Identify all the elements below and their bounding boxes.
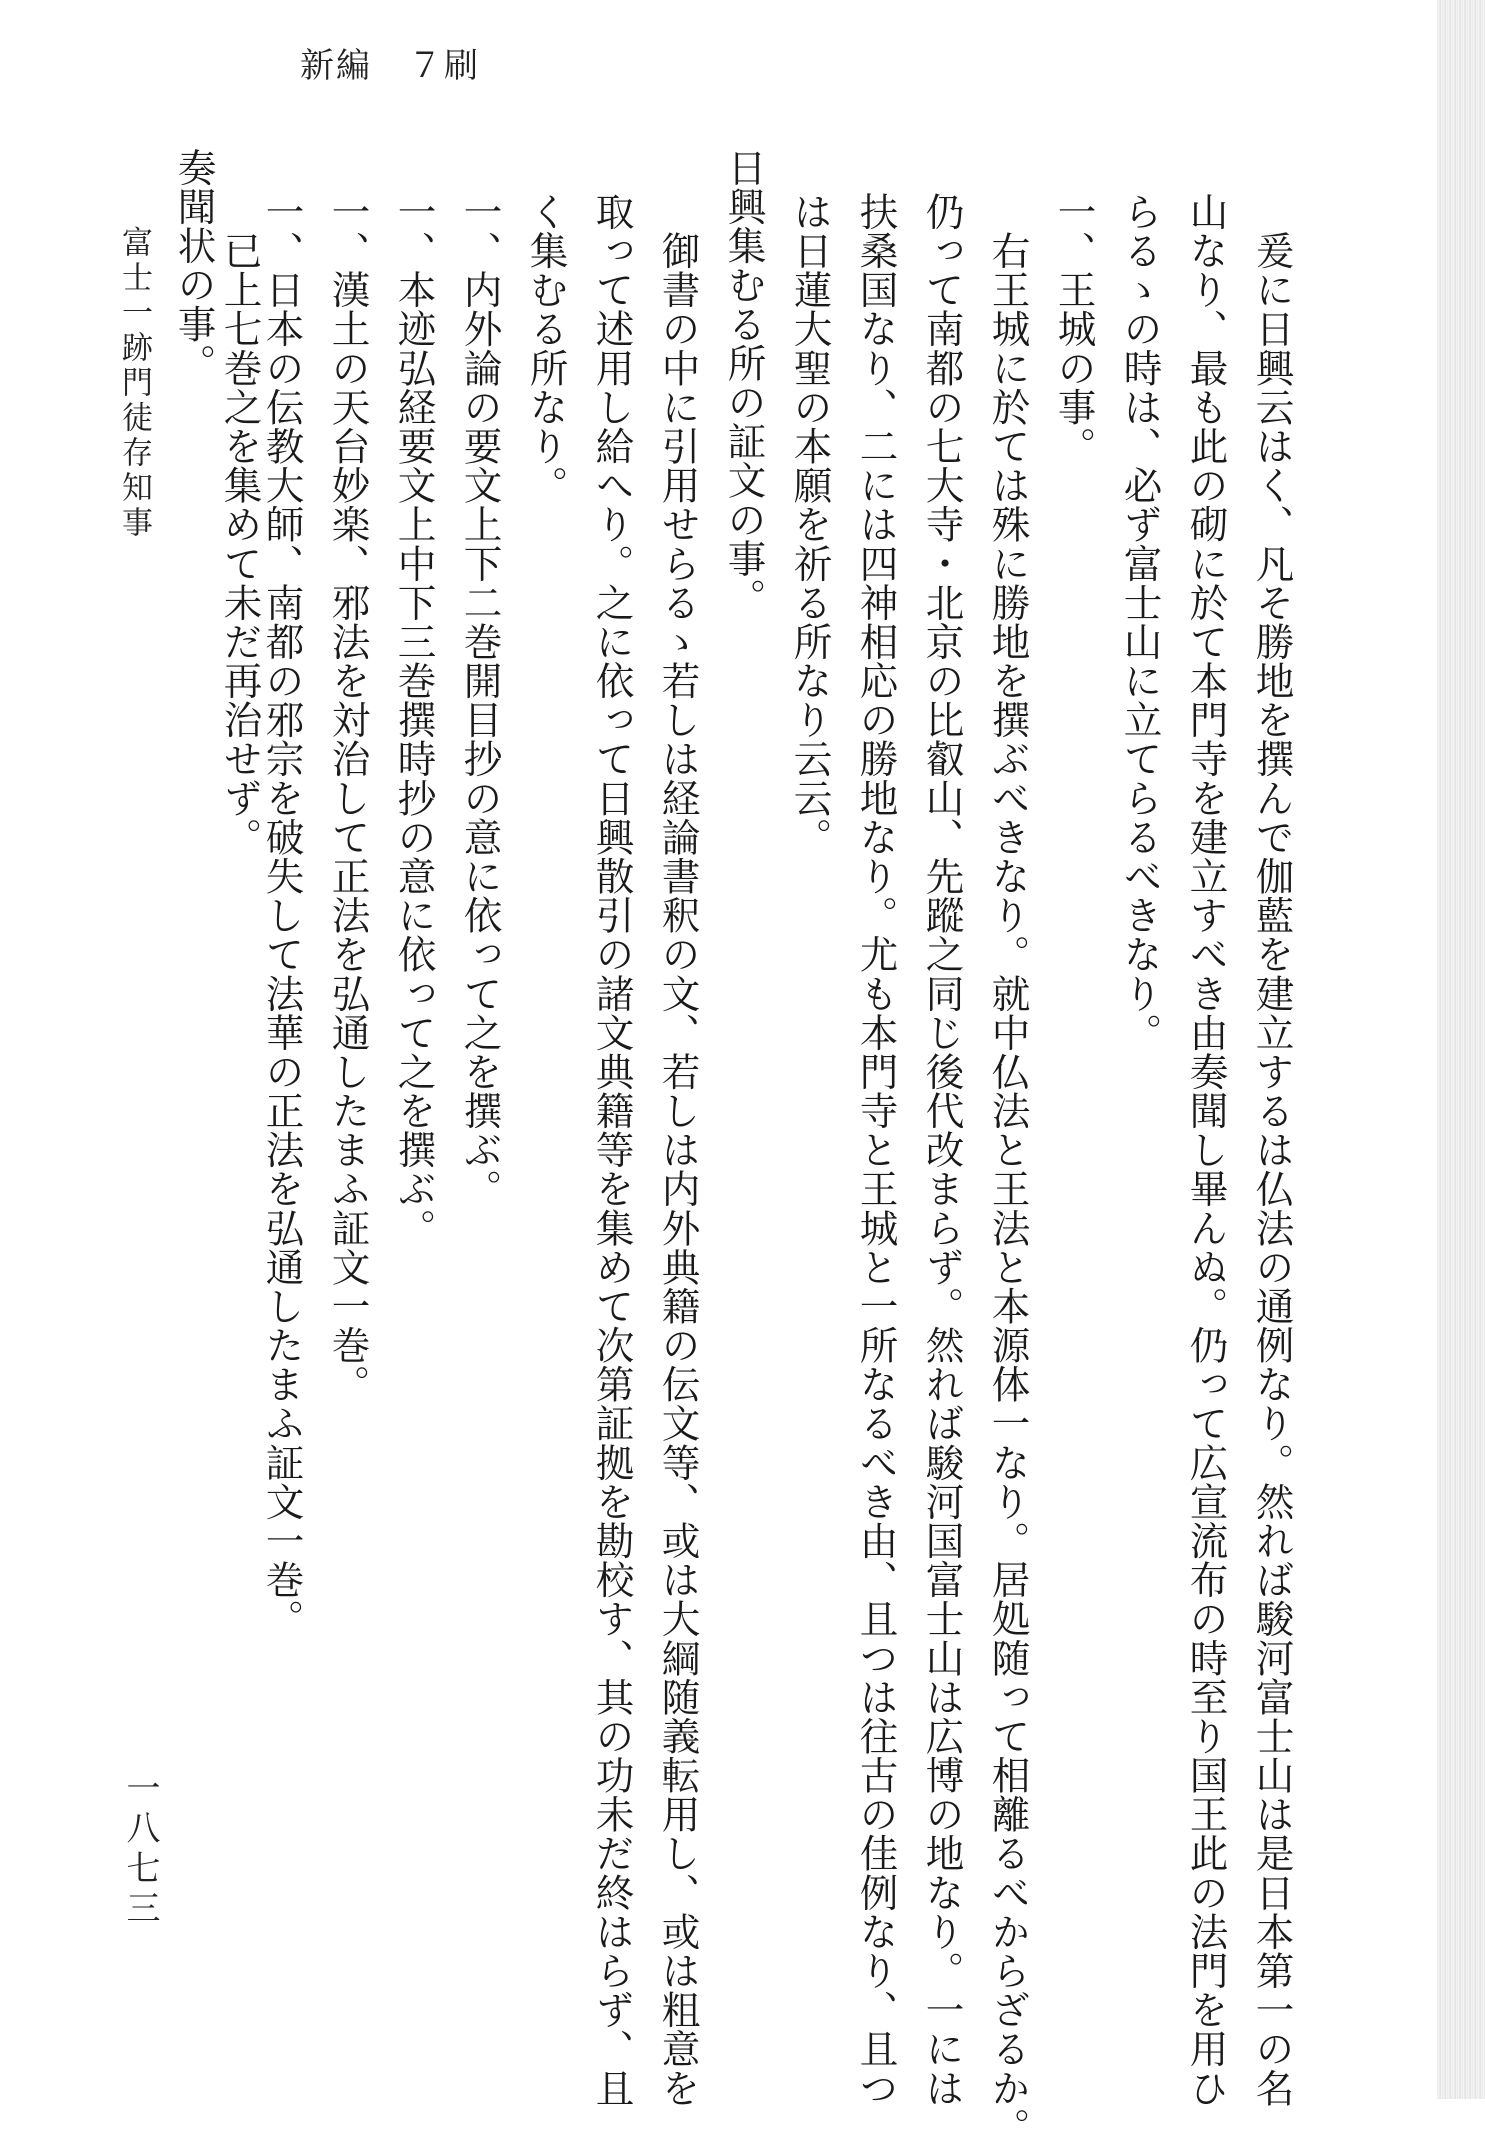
text-column-18: 奏聞状の事。 bbox=[171, 148, 217, 383]
text-column-3: らるゝの時は、必ず富士山に立てらるべきなり。 bbox=[1117, 192, 1163, 1052]
text-column-4: 一、王城の事。 bbox=[1051, 192, 1097, 466]
text-column-15: 一、漢土の天台妙楽、邪法を対治して正法を弘通したまふ証文一巻。 bbox=[325, 192, 371, 1404]
text-column-6: 仍って南都の七大寺・北京の比叡山、先蹤之同じ後代改まらず。然れば駿河国富士山は広博の地なり。一には bbox=[919, 192, 965, 2108]
text-column-14: 一、本迹弘経要文上中下三巻撰時抄の意に依って之を撰ぶ。 bbox=[391, 192, 437, 1248]
running-head: 富士一跡門徒存知事 bbox=[116, 226, 152, 541]
text-column-2: 山なり、最も此の砌に於て本門寺を建立すべき由奏聞し畢んぬ。仍って広宣流布の時至り国王此の法門を用ひ bbox=[1183, 192, 1229, 2108]
text-column-5: 右王城に於ては殊に勝地を撰ぶべきなり。就中仏法と王法と本源体一なり。居処随って相離るべからざるか。 bbox=[985, 192, 1031, 2147]
text-column-8: は日蓮大聖の本願を祈る所なり云云。 bbox=[787, 192, 833, 857]
text-column-12: く集むる所なり。 bbox=[523, 192, 569, 505]
text-column-11: 取って述用し給へり。之に依って日興散引の諸文典籍等を集めて次第証拠を勘校す、其の功未だ終はらず、且 bbox=[589, 192, 635, 2108]
text-column-13: 一、内外論の要文上下二巻開目抄の意に依って之を撰ぶ。 bbox=[457, 192, 503, 1209]
text-column-16: 一、日本の伝教大師、南都の邪宗を破失して法華の正法を弘通したまふ証文一巻。 bbox=[259, 192, 305, 1639]
edition-label: 新編 ７刷 bbox=[300, 46, 480, 86]
text-column-1: 爰に日興云はく、凡そ勝地を撰んで伽藍を建立するは仏法の通例なり。然れば駿河富士山は是日本第一の名 bbox=[1249, 192, 1295, 2108]
text-column-17: 已上七巻之を集めて未だ再治せず。 bbox=[217, 192, 263, 857]
text-column-7: 扶桑国なり、二には四神相応の勝地なり。尤も本門寺と王城と一所なるべき由、且つは往古の佳例なり、且つ bbox=[853, 192, 899, 2108]
text-column-9: 日興集むる所の証文の事。 bbox=[721, 148, 767, 618]
page-edge-shadow bbox=[1437, 0, 1485, 2099]
text-column-10: 御書の中に引用せらるゝ若しは経論書釈の文、若しは内外典籍の伝文等、或は大綱随義転用し、或は粗意を bbox=[655, 192, 701, 2108]
page-number: 一八七三 bbox=[120, 1770, 160, 1930]
